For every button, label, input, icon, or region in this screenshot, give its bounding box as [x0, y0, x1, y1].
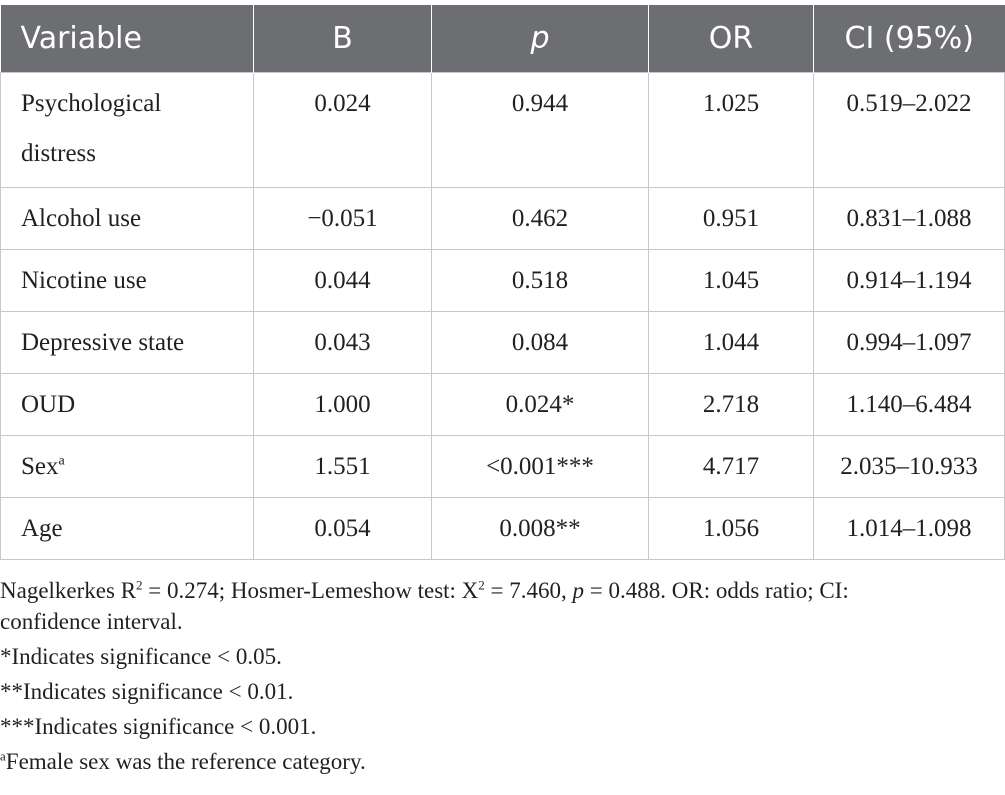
- variable-label: OUD: [21, 391, 76, 418]
- b-value: 0.024: [314, 90, 371, 117]
- cell-variable: [1, 374, 254, 436]
- p-value: 0.024*: [505, 391, 575, 418]
- note-text: Female sex was the reference category.: [5, 749, 366, 774]
- ci-value: 2.035–10.933: [840, 453, 978, 480]
- cell-variable: [1, 250, 254, 312]
- or-value: 1.044: [702, 329, 760, 356]
- significance-note-3: ***Indicates significance < 0.001.: [0, 714, 317, 739]
- cell-or: [649, 312, 814, 374]
- significance-note-1: *Indicates significance < 0.05.: [0, 644, 282, 669]
- cell-p: [432, 73, 649, 188]
- cell-variable: [1, 188, 254, 250]
- cell-b: [254, 436, 432, 498]
- variable-label: Alcohol use: [21, 205, 142, 232]
- table-row: [1, 188, 1005, 250]
- cell-b: [254, 188, 432, 250]
- cell-or: [649, 73, 814, 188]
- table-header: [1, 5, 1005, 73]
- p-value: 0.462: [511, 205, 569, 232]
- cell-or: [649, 374, 814, 436]
- footnote-marker: a: [0, 748, 6, 764]
- cell-b: [254, 73, 432, 188]
- regression-table: [0, 5, 1005, 560]
- table-row: [1, 250, 1005, 312]
- results-table-container: [0, 5, 1004, 560]
- or-value: 0.951: [702, 205, 760, 232]
- cell-ci: [814, 498, 1005, 560]
- p-value: 0.518: [511, 267, 569, 294]
- variable-text: Sex: [21, 453, 59, 480]
- variable-label: Depressive state: [21, 329, 185, 356]
- b-value: −0.051: [307, 205, 378, 232]
- cell-b: [254, 498, 432, 560]
- p-value: 0.008**: [499, 515, 581, 542]
- header-row: [1, 5, 1005, 73]
- table-row: [1, 312, 1005, 374]
- cell-p: [432, 188, 649, 250]
- or-value: 4.717: [702, 453, 760, 480]
- cell-p: [432, 436, 649, 498]
- or-value: 1.045: [702, 267, 760, 294]
- header-or: OR: [649, 5, 814, 73]
- header-b: B: [254, 5, 432, 73]
- variable-label: [21, 73, 253, 179]
- cell-b: [254, 250, 432, 312]
- cell-p: [432, 250, 649, 312]
- variable-line2: distress: [21, 140, 96, 167]
- or-value: 2.718: [702, 391, 760, 418]
- table-row: [1, 73, 1005, 188]
- note-text: Nagelkerkes R: [0, 578, 137, 603]
- table-body: [1, 73, 1005, 560]
- cell-ci: [814, 312, 1005, 374]
- table-row: [1, 498, 1005, 560]
- b-value: 0.043: [314, 329, 371, 356]
- cell-variable: [1, 73, 254, 188]
- note-text: confidence interval.: [0, 609, 183, 634]
- header-p: [432, 5, 649, 73]
- table-row: [1, 436, 1005, 498]
- cell-ci: [814, 436, 1005, 498]
- cell-variable: [1, 436, 254, 498]
- header-variable: Variable: [1, 5, 254, 73]
- variable-label: Age: [21, 515, 63, 542]
- ci-value: 0.914–1.194: [846, 267, 972, 294]
- b-value: 0.054: [314, 515, 371, 542]
- table-row: [1, 374, 1005, 436]
- p-value: 0.084: [511, 329, 569, 356]
- note-text: = 0.488. OR: odds ratio; CI:: [584, 578, 849, 603]
- cell-or: [649, 250, 814, 312]
- cell-variable: [1, 498, 254, 560]
- b-value: 1.551: [314, 453, 371, 480]
- b-value: 1.000: [314, 391, 371, 418]
- variable-line1: Psychological: [21, 90, 162, 117]
- cell-or: [649, 498, 814, 560]
- p-value: <0.001***: [486, 453, 594, 480]
- cell-variable: [1, 312, 254, 374]
- superscript: 2: [136, 577, 143, 593]
- model-fit-note: [0, 575, 1004, 637]
- variable-label: [21, 436, 253, 492]
- note-text: = 0.274; Hosmer-Lemeshow test: X: [142, 578, 479, 603]
- ci-value: 0.831–1.088: [846, 205, 972, 232]
- note-italic: p: [572, 578, 585, 603]
- cell-p: [432, 312, 649, 374]
- cell-b: [254, 374, 432, 436]
- ci-value: 0.994–1.097: [846, 329, 972, 356]
- superscript: 2: [478, 577, 485, 593]
- cell-p: [432, 374, 649, 436]
- significance-note-2: **Indicates significance < 0.01.: [0, 679, 294, 704]
- table-footnotes: [0, 575, 1004, 781]
- cell-ci: [814, 250, 1005, 312]
- cell-p: [432, 498, 649, 560]
- cell-b: [254, 312, 432, 374]
- variable-label: Nicotine use: [21, 267, 147, 294]
- cell-or: [649, 436, 814, 498]
- reference-note: [0, 746, 1004, 777]
- cell-ci: [814, 73, 1005, 188]
- cell-or: [649, 188, 814, 250]
- ci-value: 1.140–6.484: [846, 391, 972, 418]
- b-value: 0.044: [314, 267, 371, 294]
- ci-value: 0.519–2.022: [846, 90, 972, 117]
- p-value: 0.944: [511, 90, 569, 117]
- or-value: 1.056: [702, 515, 760, 542]
- footnote-marker: a: [58, 453, 65, 469]
- cell-ci: [814, 374, 1005, 436]
- cell-ci: [814, 188, 1005, 250]
- header-ci: CI (95%): [814, 5, 1005, 73]
- note-text: = 7.460,: [484, 578, 573, 603]
- header-p-label: p: [530, 21, 550, 56]
- or-value: 1.025: [702, 90, 760, 117]
- ci-value: 1.014–1.098: [846, 515, 972, 542]
